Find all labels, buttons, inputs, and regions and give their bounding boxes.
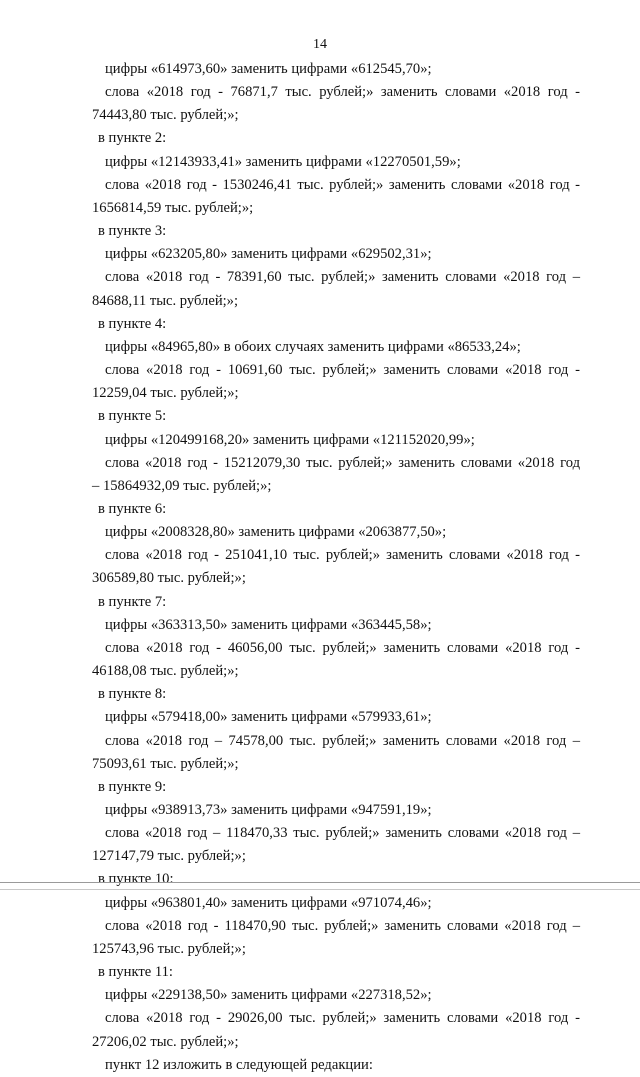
text-line: слова «2018 год - 1530246,41 тыс. рублей;» заменить словами «2018 год -	[105, 176, 580, 193]
text-line: слова «2018 год - 29026,00 тыс. рублей;» заменить словами «2018 год -	[105, 1010, 580, 1027]
text-line: 12259,04 тыс. рублей;»;	[92, 385, 239, 402]
text-line: в пункте 10:	[98, 871, 174, 888]
text-line: 27206,02 тыс. рублей;»;	[92, 1033, 239, 1050]
text-line: 125743,96 тыс. рублей;»;	[92, 940, 246, 957]
text-line: 127147,79 тыс. рублей;»;	[92, 848, 246, 865]
page-number: 14	[313, 37, 327, 52]
text-line: 75093,61 тыс. рублей;»;	[92, 755, 239, 772]
text-line: в пункте 2:	[98, 130, 167, 147]
document-body	[92, 58, 580, 1077]
text-line: слова «2018 год - 15212079,30 тыс. рублей;» заменить словами «2018 год	[105, 454, 580, 471]
text-line: цифры «2008328,80» заменить цифрами «2063877,50»;	[105, 524, 447, 541]
text-line: 84688,11 тыс. рублей;»;	[92, 292, 239, 309]
text-line: слова «2018 год - 10691,60 тыс. рублей;» заменить словами «2018 год -	[105, 362, 580, 379]
text-line: слова «2018 год - 251041,10 тыс. рублей;» заменить словами «2018 год -	[105, 547, 580, 564]
text-line: слова «2018 год - 46056,00 тыс. рублей;» заменить словами «2018 год -	[105, 639, 580, 656]
text-line: цифры «938913,73» заменить цифрами «947591,19»;	[105, 802, 432, 818]
text-line: 306589,80 тыс. рублей;»;	[92, 570, 246, 587]
text-line: в пункте 6:	[98, 500, 167, 517]
text-line: цифры «963801,40» заменить цифрами «971074,46»;	[105, 894, 432, 911]
text-line: в пункте 11:	[98, 964, 173, 981]
text-line: цифры «623205,80» заменить цифрами «629502,31»;	[105, 246, 432, 263]
text-line: цифры «84965,80» в обоих случаях заменить цифрами «86533,24»;	[105, 338, 521, 355]
text-line: в пункте 9:	[98, 778, 167, 795]
scan-edge-line	[0, 889, 640, 890]
text-line: слова «2018 год - 76871,7 тыс. рублей;» заменить словами «2018 год -	[105, 84, 580, 101]
text-line: цифры «12143933,41» заменить цифрами «12270501,59»;	[105, 153, 461, 170]
text-line: в пункте 4:	[98, 315, 167, 332]
text-line: в пункте 3:	[98, 223, 167, 240]
text-line: в пункте 5:	[98, 408, 167, 425]
text-line: в пункте 7:	[98, 593, 167, 610]
scan-edge-line	[0, 882, 640, 883]
text-line: 74443,80 тыс. рублей;»;	[92, 107, 239, 124]
text-line: 46188,08 тыс. рублей;»;	[92, 663, 239, 680]
text-line: цифры «579418,00» заменить цифрами «579933,61»;	[105, 709, 432, 726]
text-line: слова «2018 год - 118470,90 тыс. рублей;» заменить словами «2018 год –	[105, 917, 580, 934]
text-line: слова «2018 год – 74578,00 тыс. рублей;» заменить словами «2018 год –	[105, 732, 580, 749]
text-line: цифры «614973,60» заменить цифрами «612545,70»;	[105, 61, 432, 77]
text-line: цифры «229138,50» заменить цифрами «227318,52»;	[105, 987, 432, 1004]
text-line: – 15864932,09 тыс. рублей;»;	[92, 477, 272, 494]
text-line: пункт 12 изложить в следующей редакции:	[105, 1056, 373, 1073]
text-line: слова «2018 год - 78391,60 тыс. рублей;» заменить словами «2018 год –	[105, 269, 580, 286]
text-line: в пункте 8:	[98, 686, 167, 703]
text-line: цифры «120499168,20» заменить цифрами «121152020,99»;	[105, 431, 475, 448]
text-line: слова «2018 год – 118470,33 тыс. рублей;» заменить словами «2018 год –	[105, 825, 580, 842]
text-line: цифры «363313,50» заменить цифрами «363445,58»;	[105, 616, 432, 633]
text-line: 1656814,59 тыс. рублей;»;	[92, 199, 254, 216]
